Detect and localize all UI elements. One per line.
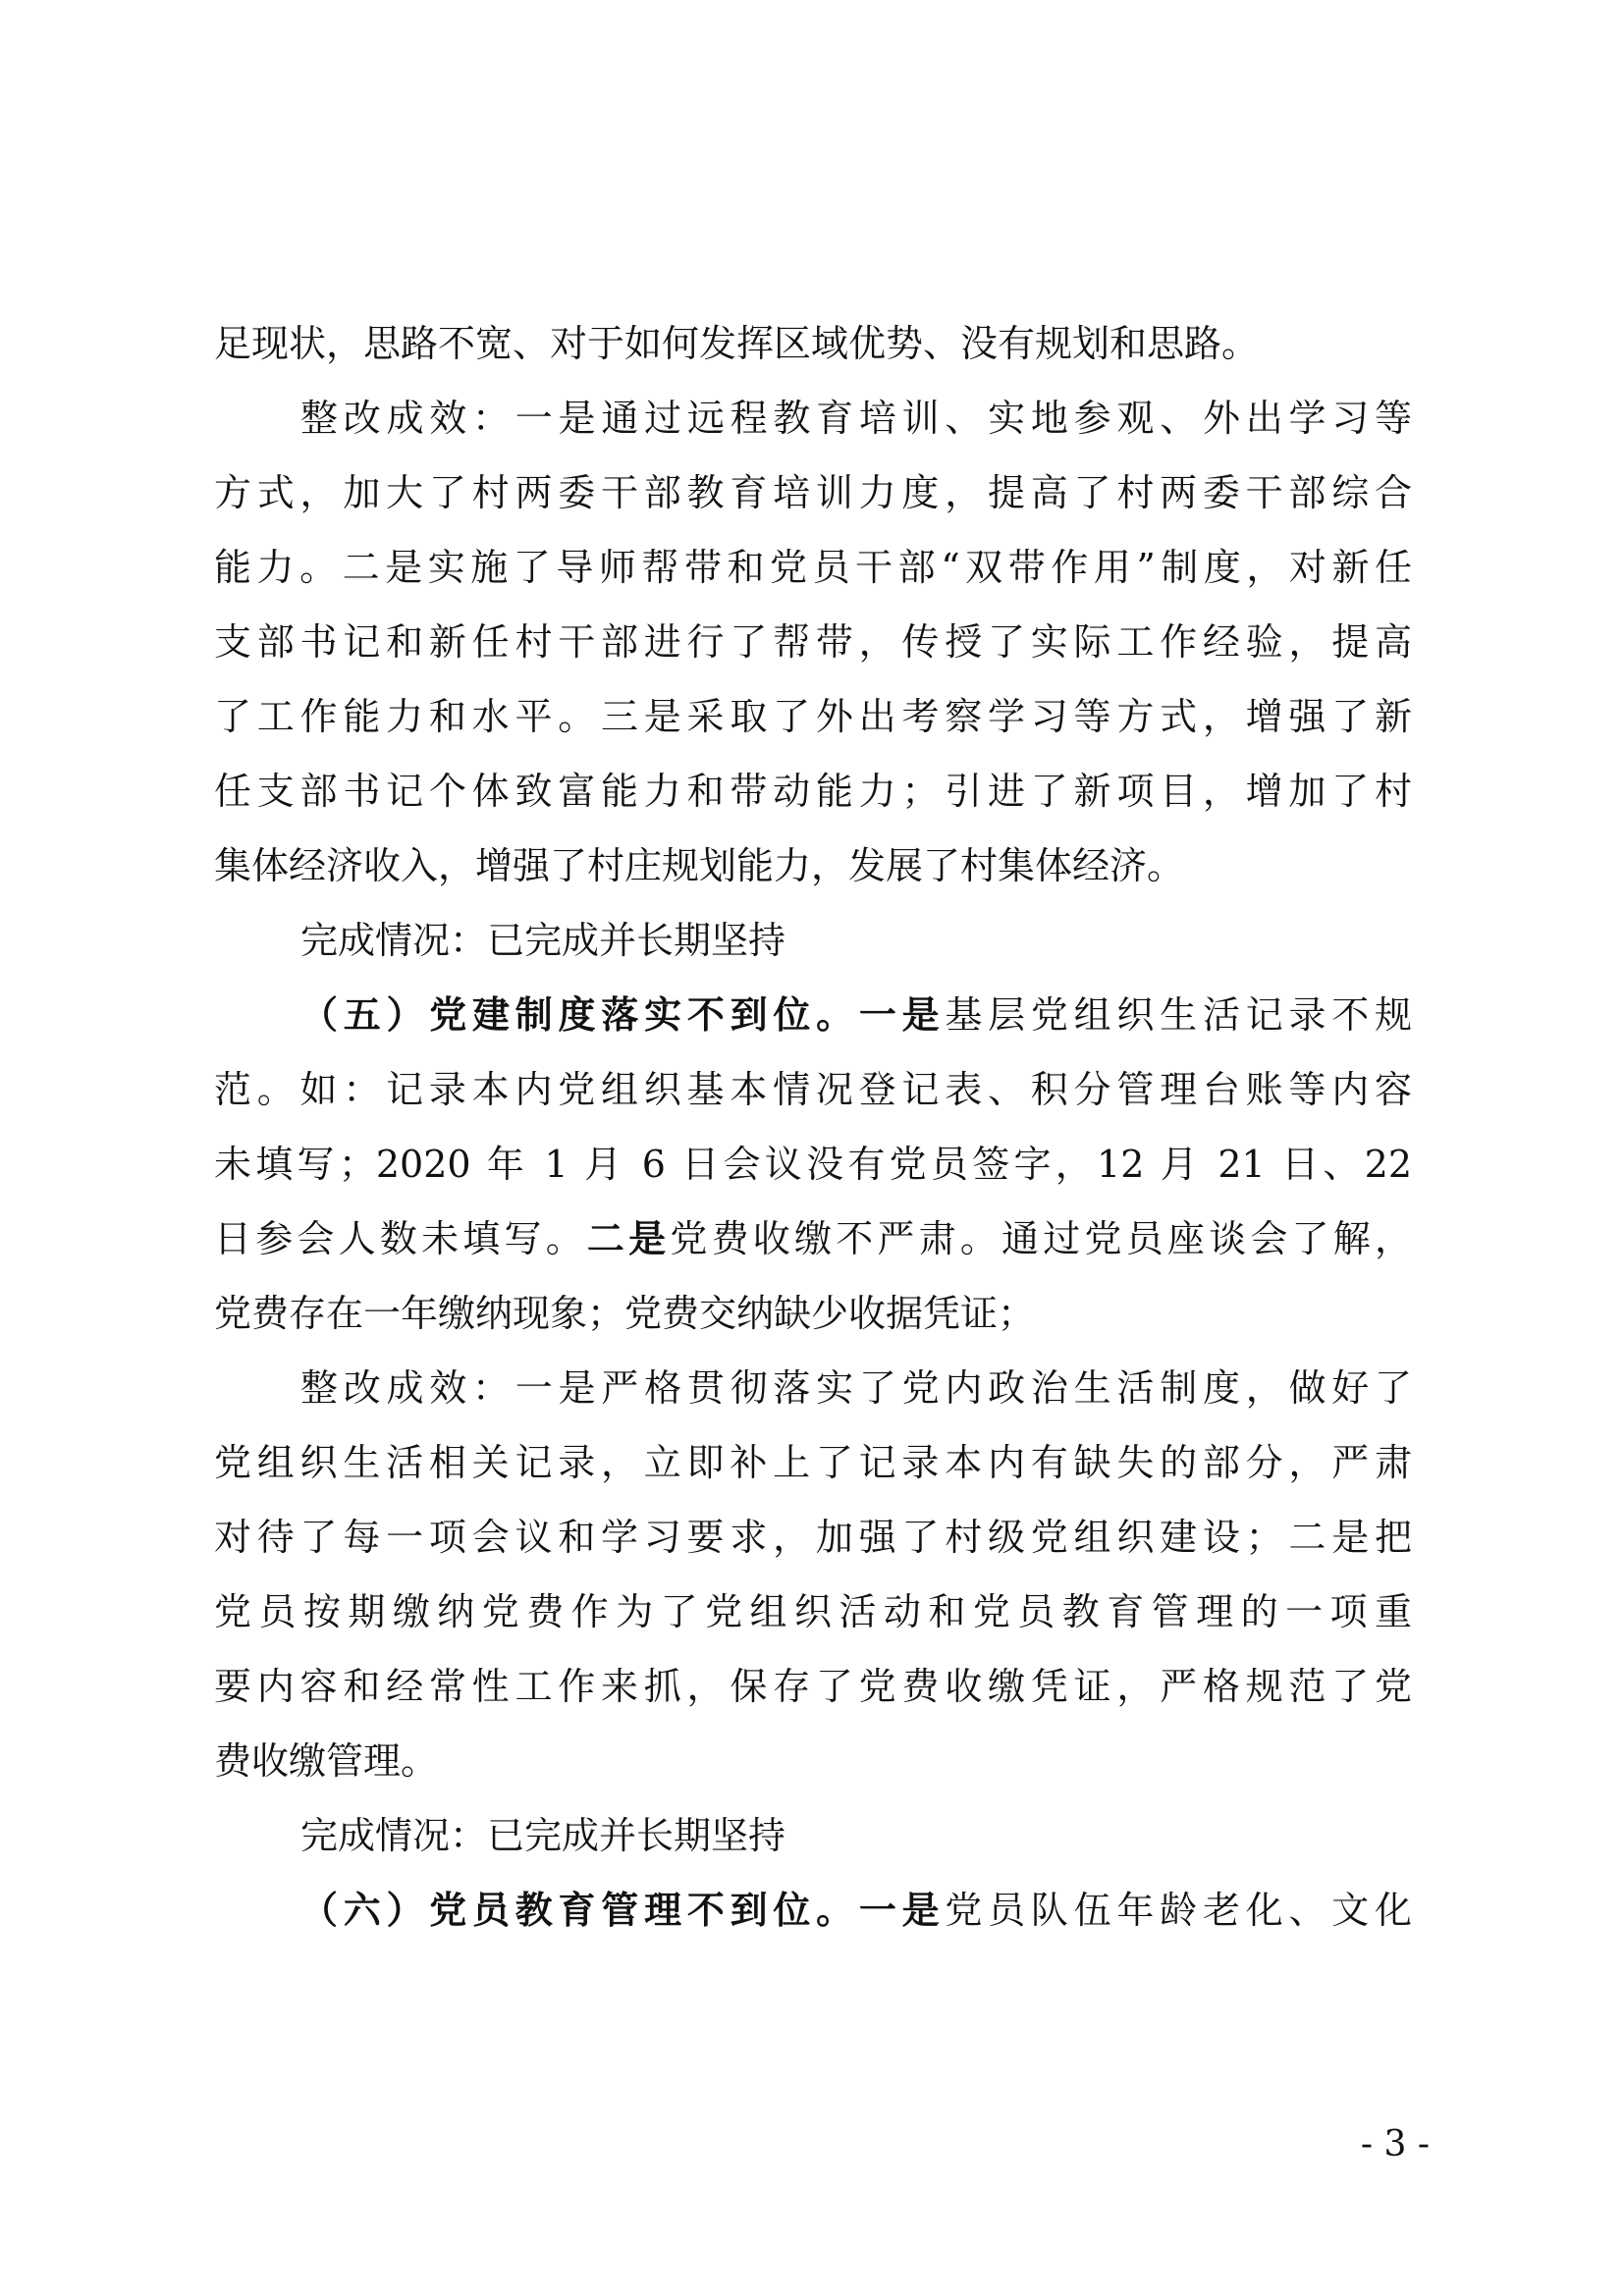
paragraph-line: 集体经济收入，增强了村庄规划能力，发展了村集体经济。 (214, 844, 1185, 887)
point-marker: 一是 (858, 1888, 946, 1932)
paragraph-line: 了工作能力和水平。三是采取了外出考察学习等方式，增强了新 (214, 695, 1412, 738)
section-heading-line (214, 1873, 1412, 1948)
paragraph-line: 未填写；2020 年 1 月 6 日会议没有党员签字，12 月 21 日、22 (214, 1143, 1412, 1186)
paragraph-line (214, 1201, 1412, 1276)
paragraph-line: 足现状，思路不宽、对于如何发挥区域优势、没有规划和思路。 (214, 322, 1260, 365)
section-heading-line (214, 978, 1412, 1052)
paragraph-text: 党费收缴不严肃。通过党员座谈会了解， (670, 1217, 1412, 1260)
paragraph-line: 任支部书记个体致富能力和带动能力；引进了新项目，增加了村 (214, 770, 1412, 813)
paragraph-line: 党员按期缴纳党费作为了党组织活动和党员教育管理的一项重 (214, 1590, 1412, 1633)
paragraph-line: 费收缴管理。 (214, 1739, 439, 1783)
paragraph-line: 能力。二是实施了导师帮带和党员干部“双带作用”制度，对新任 (214, 546, 1412, 589)
point-marker: 二是 (586, 1216, 671, 1260)
page-number: - 3 - (1360, 2124, 1430, 2164)
paragraph-line: 党组织生活相关记录，立即补上了记录本内有缺失的部分，严肃 (214, 1441, 1412, 1484)
completion-status: 完成情况：已完成并长期坚持 (300, 1814, 786, 1857)
paragraph-line: 整改成效：一是严格贯彻落实了党内政治生活制度，做好了 (300, 1366, 1412, 1410)
section-heading: （五）党建制度落实不到位。 (300, 992, 859, 1037)
paragraph-line: 党费存在一年缴纳现象；党费交纳缺少收据凭证； (214, 1292, 1036, 1335)
point-marker: 一是 (858, 992, 946, 1037)
body-text (214, 306, 1412, 1948)
paragraph-line: 范。如：记录本内党组织基本情况登记表、积分管理台账等内容 (214, 1068, 1412, 1111)
paragraph-text: 基层党组织生活记录不规 (945, 993, 1412, 1037)
paragraph-line: 方式，加大了村两委干部教育培训力度，提高了村两委干部综合 (214, 471, 1412, 514)
paragraph-line: 要内容和经常性工作来抓，保存了党费收缴凭证，严格规范了党 (214, 1665, 1412, 1708)
paragraph-line: 对待了每一项会议和学习要求，加强了村级党组织建设；二是把 (214, 1516, 1412, 1559)
paragraph-text: 党员队伍年龄老化、文化 (945, 1889, 1412, 1932)
paragraph-text: 日参会人数未填写。 (214, 1217, 587, 1260)
paragraph-line: 整改成效：一是通过远程教育培训、实地参观、外出学习等 (300, 397, 1412, 440)
completion-status: 完成情况：已完成并长期坚持 (300, 919, 786, 962)
section-heading: （六）党员教育管理不到位。 (300, 1888, 859, 1932)
paragraph-line: 支部书记和新任村干部进行了帮带，传授了实际工作经验，提高 (214, 620, 1412, 664)
